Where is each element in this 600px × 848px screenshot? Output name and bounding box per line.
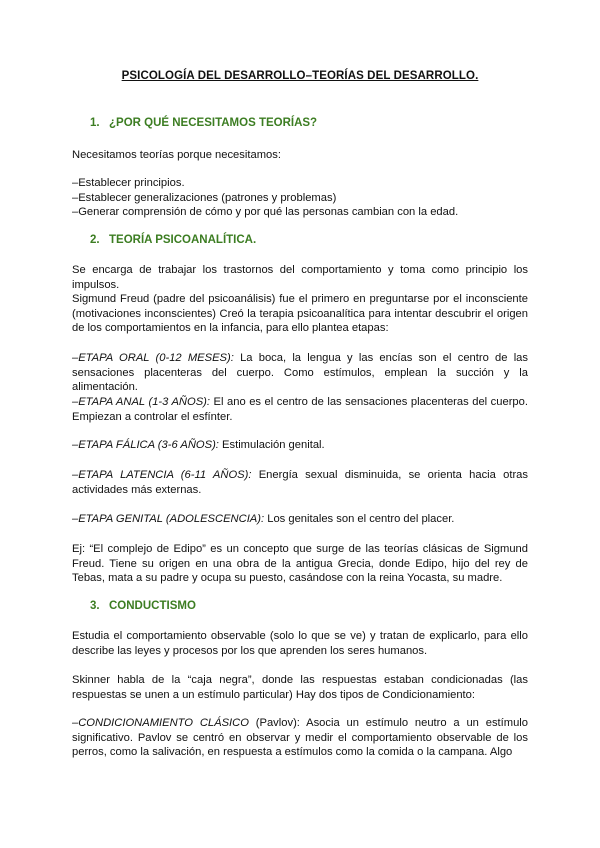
stage-falica (72, 438, 528, 453)
section-number: 1. (90, 117, 100, 129)
paragraph-text: Skinner habla de la “caja negra”, donde las respuestas estaban condicionadas (las respuestas se unen a un estímulo particular) Hay dos tipos de Condicionamiento: (72, 674, 528, 701)
paragraph-text: Sigmund Freud (padre del psicoanálisis) fue el primero en preguntarse por el inconsciente (motivaciones inconscientes) Creó la terapia psicoanalítica para intentar descubrir el origen de los comportamientos en la infancia, para ello plantea etapas: (72, 293, 528, 335)
section3-paragraph-1 (72, 629, 528, 658)
list-item: –Establecer principios. (72, 177, 185, 189)
section-title: ¿POR QUÉ NECESITAMOS TEORÍAS? (109, 117, 318, 129)
paragraph-text: Estudia el comportamiento observable (solo lo que se ve) y tratan de explicarlo, para ello describe las leyes y procesos por los que aprenden los seres humanos. (72, 630, 528, 657)
stage-text: La boca, la lengua y las encías son el centro de las sensaciones placenteras del cuerpo. Como estímulos, emplean la succión y la alimentación. (72, 352, 529, 394)
stage-label: –ETAPA GENITAL (ADOLESCENCIA): (72, 513, 265, 525)
section2-paragraph-1 (72, 263, 528, 336)
section-heading-1 (90, 117, 317, 129)
paragraph-text: Ej: “El complejo de Edipo” es un concepto que surge de las teorías clásicas de Sigmund Freud. Tiene su origen en una obra de la antigua Grecia, donde Edipo, hijo del rey de Tebas, mata a su padre y ocupa su puesto, casándose con la reina Yocasta, su madre. (72, 543, 528, 585)
stage-label: –ETAPA ORAL (0-12 MESES): (72, 352, 234, 364)
document-title: PSICOLOGÍA DEL DESARROLLO–TEORÍAS DEL DESARROLLO. (121, 70, 479, 82)
section1-intro (72, 148, 528, 163)
section1-list (72, 176, 528, 220)
stage-text: Energía sexual disminuida, se orienta hacia otras actividades más externas. (72, 469, 528, 496)
example-paragraph (72, 542, 528, 586)
stage-text: Estimulación genital. (218, 439, 325, 451)
stage-anal (72, 395, 528, 424)
section-heading-3 (90, 600, 196, 612)
stage-oral (72, 351, 528, 395)
conditioning-label: –CONDICIONAMIENTO CLÁSICO (72, 717, 249, 729)
stage-text: Los genitales son el centro del placer. (264, 513, 455, 525)
list-item: –Establecer generalizaciones (patrones y problemas) (72, 191, 337, 204)
stage-label: –ETAPA LATENCIA (6-11 AÑOS): (72, 469, 252, 481)
intro-text: Necesitamos teorías porque necesitamos: (72, 149, 281, 161)
paragraph-text: Se encarga de trabajar los trastornos del comportamiento y toma como principio los impulsos. (72, 264, 528, 291)
stage-label: –ETAPA FÁLICA (3-6 AÑOS): (72, 439, 219, 451)
conditioning-text: (Pavlov): Asocia un estímulo neutro a un estímulo significativo. Pavlov se centró en observar y medir el comportamiento observable de los perros, como la salivación, en respuesta a estímulos como la comida o la campana. Algo (72, 717, 529, 759)
section-title: CONDUCTISMO (109, 600, 196, 612)
section-title: TEORÍA PSICOANALÍTICA. (109, 234, 257, 246)
stage-latencia (72, 468, 528, 497)
section-number: 2. (90, 234, 100, 246)
stage-label: –ETAPA ANAL (1-3 AÑOS): (72, 396, 211, 408)
list-item: –Generar comprensión de cómo y por qué las personas cambian con la edad. (72, 206, 459, 219)
stage-text: El ano es el centro de las sensaciones placenteras del cuerpo. Empiezan a controlar el esfínter. (72, 396, 528, 423)
section3-paragraph-2 (72, 673, 528, 702)
stage-genital (72, 512, 528, 527)
classic-conditioning (72, 716, 528, 760)
section-number: 3. (90, 600, 100, 612)
section-heading-2 (90, 234, 256, 246)
